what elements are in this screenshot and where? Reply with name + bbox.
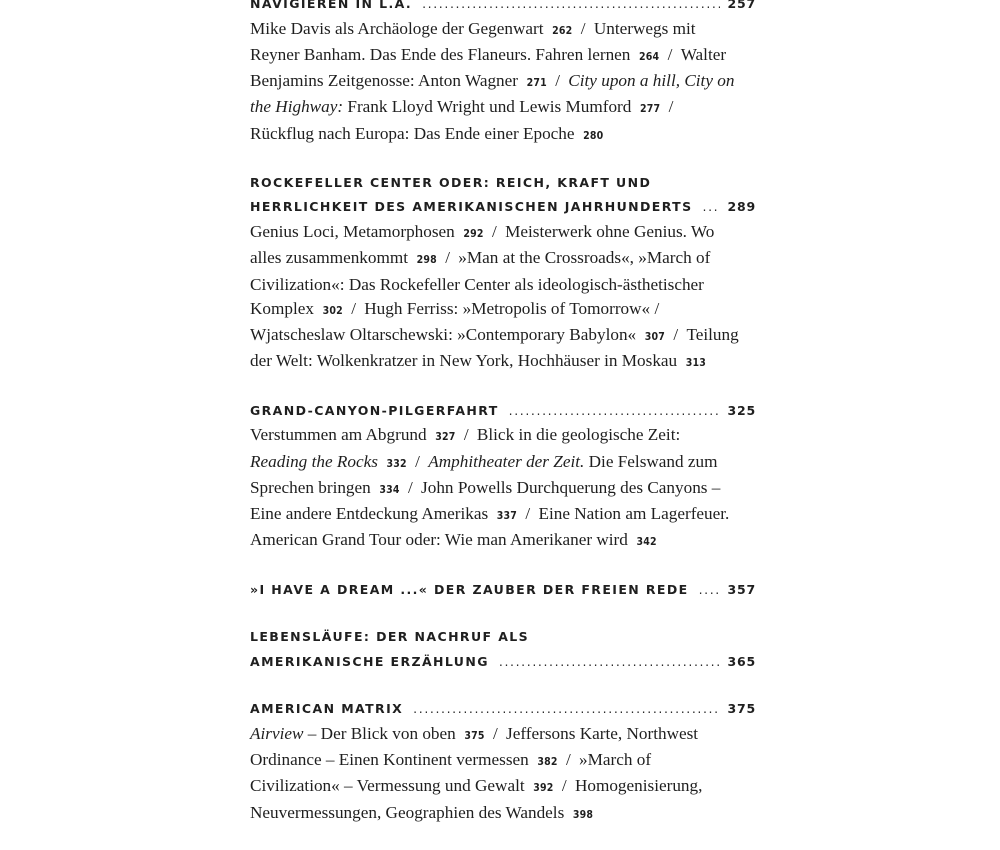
subsection-title: »March of Civilization« – Vermessung und Gewalt	[250, 750, 652, 796]
separator-slash: /	[415, 451, 425, 471]
subsection-item	[250, 19, 572, 38]
subsection-title: Die Felswand zum Sprechen bringen	[250, 451, 718, 497]
subsection-list	[250, 17, 740, 148]
subsection-page-number: 375	[464, 729, 485, 742]
chapter-title: HERRLICHKEIT DES AMERIKANISCHEN JAHRHUNDERTS	[250, 199, 693, 215]
chapter-heading	[250, 625, 756, 650]
separator-slash: /	[525, 504, 535, 524]
separator-slash: /	[555, 71, 565, 91]
toc-entry	[250, 399, 756, 555]
table-of-contents	[250, 0, 756, 850]
subsection-item	[250, 425, 456, 444]
chapter-heading	[250, 697, 756, 722]
chapter-heading	[250, 171, 756, 196]
chapter-heading	[250, 195, 756, 220]
separator-slash: /	[463, 425, 473, 445]
chapter-title: LEBENSLÄUFE: DER NACHRUF ALS	[250, 629, 530, 645]
toc-entry	[250, 578, 756, 603]
separator-slash: /	[580, 18, 590, 38]
dot-leader	[699, 578, 720, 603]
subsection-page-number: 302	[322, 304, 343, 317]
subsection-title-italic: Reading the Rocks	[250, 451, 378, 471]
chapter-heading	[250, 578, 756, 603]
chapter-title: »I HAVE A DREAM ...« DER ZAUBER DER FREIEN REDE	[250, 581, 689, 597]
chapter-title: AMERIKANISCHE ERZÄHLUNG	[250, 653, 489, 669]
subsection-page-number: 332	[386, 457, 407, 470]
subsection-title: Rückflug nach Europa: Das Ende einer Epoche	[250, 123, 575, 143]
separator-slash: /	[492, 221, 502, 241]
chapter-page-number: 325	[727, 402, 756, 418]
subsection-title: John Powells Durchquerung des Canyons – Eine andere Entdeckung Amerikas	[250, 477, 721, 524]
subsection-page-number: 382	[537, 756, 558, 769]
separator-slash: /	[668, 97, 674, 117]
subsection-list	[250, 220, 740, 376]
chapter-heading	[250, 650, 756, 675]
toc-entry	[250, 697, 756, 827]
subsection-title: Hugh Ferriss: »Metropolis of Tomorrow« / Wjatscheslaw Oltarschewski: »Contemporary Babylon«	[250, 298, 660, 345]
subsection-title-italic: City upon a hill, City on the Highway:	[250, 71, 735, 117]
subsection-page-number: 307	[644, 331, 666, 344]
separator-slash: /	[561, 776, 571, 796]
chapter-page-number: 357	[727, 581, 756, 597]
chapter-title: NAVIGIEREN IN L.A.	[250, 0, 413, 11]
subsection-page-number: 327	[435, 431, 456, 444]
separator-slash: /	[351, 298, 361, 318]
dot-leader	[703, 195, 720, 220]
subsection-item	[250, 124, 603, 143]
subsection-title-italic: Airview	[250, 723, 304, 743]
subsection-title: Genius Loci, Metamorphosen	[250, 221, 455, 241]
chapter-page-number: 365	[727, 653, 756, 669]
subsection-page-number: 337	[496, 510, 518, 523]
dot-leader	[422, 0, 719, 17]
toc-entry	[250, 0, 756, 148]
subsection-list	[250, 423, 740, 554]
subsection-title: Unterwegs mit Reyner Banham. Das Ende des Flaneurs. Fahren lernen	[250, 18, 696, 64]
toc-entry	[250, 171, 756, 376]
subsection-page-number: 334	[379, 483, 400, 496]
subsection-page-number: 271	[526, 77, 547, 90]
subsection-page-number: 298	[416, 254, 437, 267]
subsection-title: Walter Benjamins Zeitgenosse: Anton Wagner	[250, 44, 727, 91]
chapter-title: ROCKEFELLER CENTER ODER: REICH, KRAFT UND	[250, 174, 652, 190]
subsection-title: Frank Lloyd Wright und Lewis Mumford	[343, 97, 632, 117]
subsection-title: Homogenisierung, Neuvermessungen, Geographien des Wandels	[250, 776, 703, 822]
separator-slash: /	[565, 750, 576, 770]
separator-slash: /	[667, 44, 677, 64]
chapter-page-number: 289	[727, 199, 756, 215]
subsection-page-number: 262	[552, 24, 573, 37]
dot-leader	[499, 650, 720, 675]
subsection-item	[250, 724, 485, 743]
subsection-page-number: 277	[639, 103, 661, 116]
subsection-title: Blick in die geologische Zeit:	[476, 425, 681, 445]
subsection-title: »Man at the Crossroads«, »March of Civilization«: Das Rockefeller Center als ideologisch-ästhetischer Komplex	[250, 248, 711, 318]
subsection-title-italic: Amphitheater der Zeit.	[428, 451, 585, 471]
chapter-title: GRAND-CANYON-PILGERFAHRT	[250, 402, 499, 418]
chapter-title: AMERICAN MATRIX	[250, 701, 404, 717]
subsection-title: Eine Nation am Lagerfeuer. American Grand Tour oder: Wie man Amerikaner wird	[250, 504, 730, 550]
subsection-item	[250, 222, 484, 241]
separator-slash: /	[407, 477, 418, 497]
subsection-title: Mike Davis als Archäologe der Gegenwart	[250, 18, 544, 38]
subsection-title: Teilung der Welt: Wolkenkratzer in New York, Hochhäuser in Moskau	[250, 325, 739, 371]
separator-slash: /	[673, 325, 683, 345]
chapter-heading	[250, 399, 756, 424]
separator-slash: /	[445, 248, 455, 268]
dot-leader	[509, 399, 720, 424]
subsection-list	[250, 722, 740, 827]
subsection-page-number: 264	[639, 50, 660, 63]
subsection-title: – Der Blick von oben	[303, 723, 456, 743]
subsection-page-number: 313	[685, 357, 707, 370]
subsection-page-number: 292	[463, 227, 484, 240]
separator-slash: /	[492, 723, 503, 743]
subsection-page-number: 398	[572, 808, 594, 821]
subsection-title: Verstummen am Abgrund	[250, 425, 427, 445]
toc-entry	[250, 625, 756, 674]
subsection-page-number: 392	[533, 782, 554, 795]
chapter-heading	[250, 0, 756, 17]
dot-leader	[413, 697, 719, 722]
subsection-page-number: 342	[636, 536, 657, 549]
subsection-page-number: 280	[583, 129, 604, 142]
subsection-title: Meisterwerk ohne Genius. Wo alles zusammenkommt	[250, 221, 715, 268]
chapter-page-number: 375	[727, 701, 756, 717]
chapter-page-number: 257	[727, 0, 756, 11]
subsection-title: Jeffersons Karte, Northwest Ordinance – Einen Kontinent vermessen	[250, 723, 699, 770]
